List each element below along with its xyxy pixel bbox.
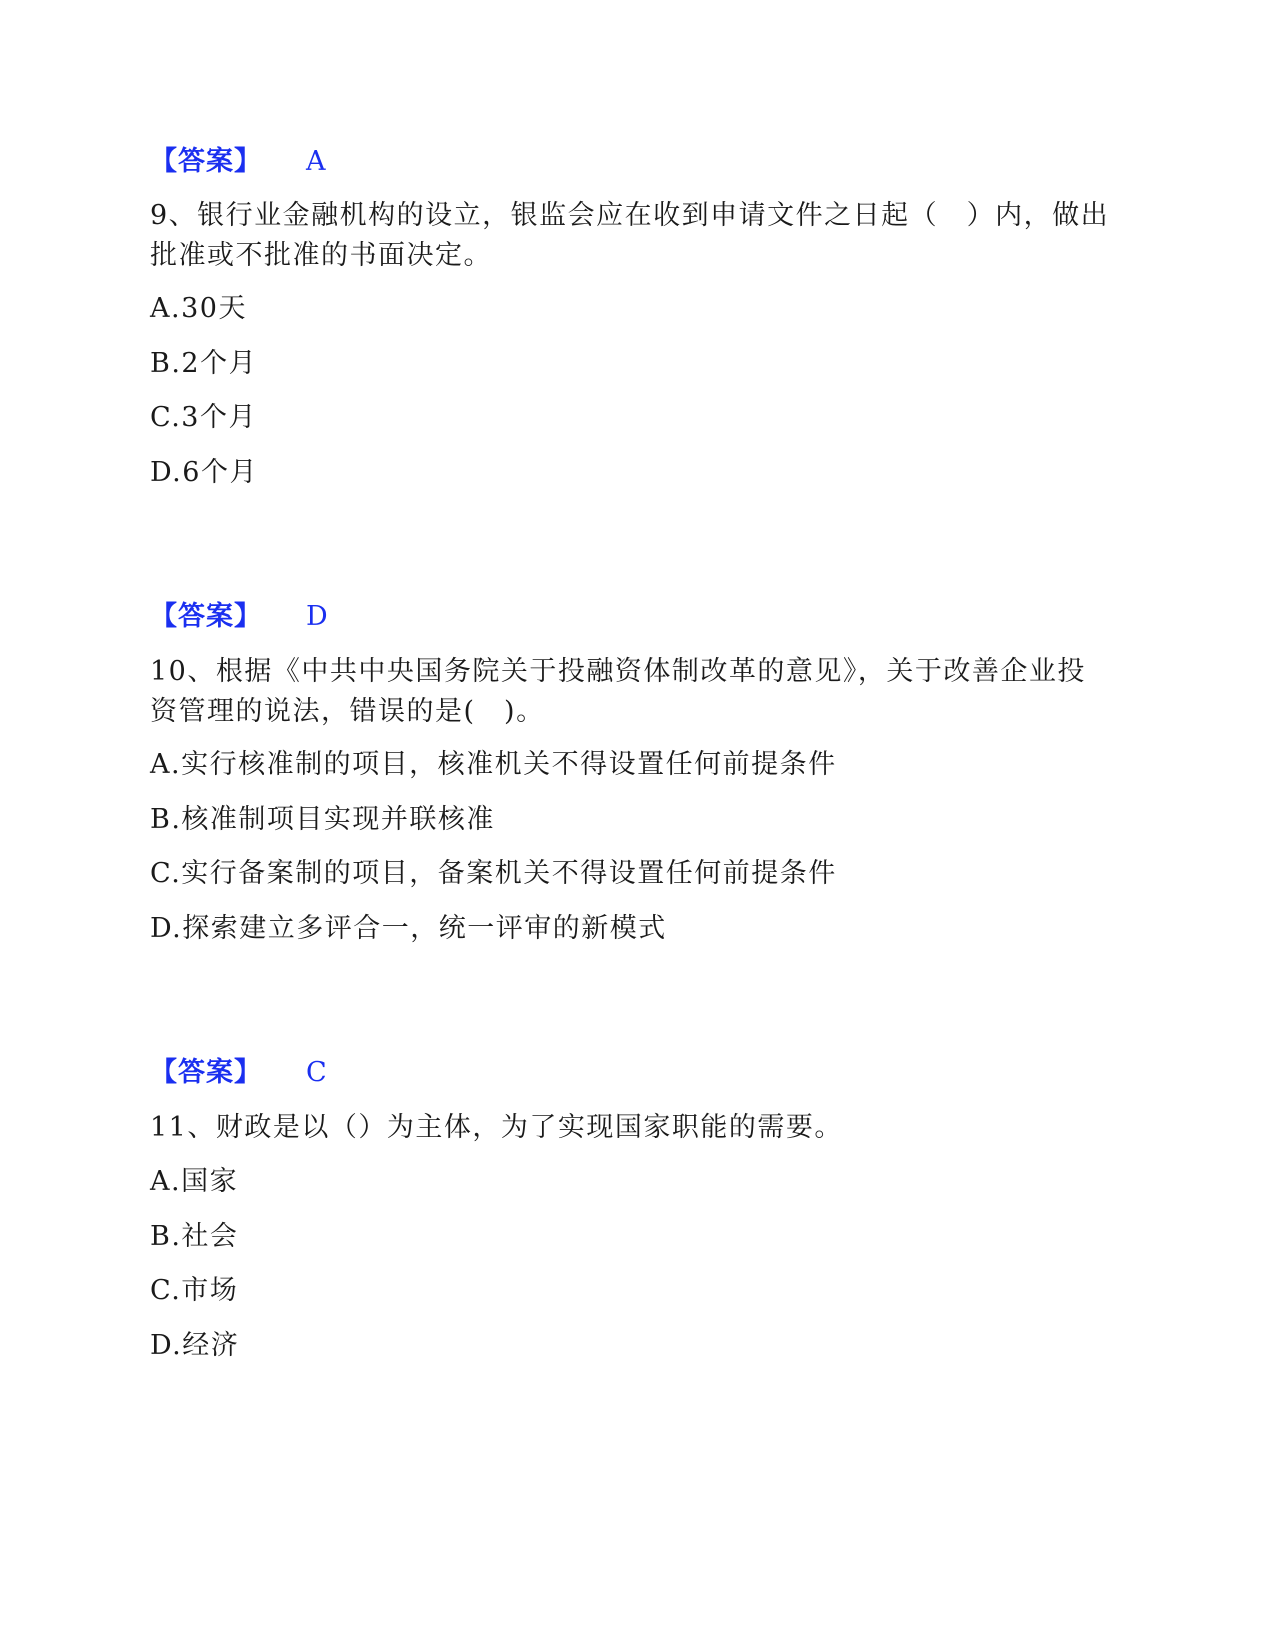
option-c: C.3个月 (150, 402, 257, 433)
answer-label: 【答案】 (150, 146, 262, 177)
option-d: D.经济 (150, 1330, 240, 1361)
answer-value: C (306, 1057, 327, 1088)
option-c: C.市场 (150, 1275, 239, 1306)
answer-line (150, 1056, 327, 1090)
answer-line (150, 145, 326, 179)
option-a: A.30天 (150, 293, 247, 324)
option-d: D.探索建立多评合一，统一评审的新模式 (150, 913, 667, 944)
option-c: C.实行备案制的项目，备案机关不得设置任何前提条件 (150, 858, 837, 889)
question-text: 9、银行业金融机构的设立，银监会应在收到申请文件之日起（ ）内，做出批准或不批准的书面决定。 (150, 200, 1110, 271)
answer-value: D (306, 601, 328, 632)
option-b: B.社会 (150, 1221, 239, 1252)
option-d: D.6个月 (150, 457, 258, 488)
option-b: B.核准制项目实现并联核准 (150, 804, 495, 835)
answer-label: 【答案】 (150, 601, 262, 632)
question-text: 10、根据《中共中央国务院关于投融资体制改革的意见》，关于改善企业投资管理的说法，错误的是( )。 (150, 656, 1086, 727)
question-text: 11、财政是以（）为主体，为了实现国家职能的需要。 (150, 1112, 843, 1143)
answer-label: 【答案】 (150, 1057, 262, 1088)
option-b: B.2个月 (150, 348, 258, 379)
option-a: A.国家 (150, 1166, 239, 1197)
answer-value: A (306, 146, 326, 177)
answer-line (150, 600, 328, 634)
option-a: A.实行核准制的项目，核准机关不得设置任何前提条件 (150, 749, 837, 780)
